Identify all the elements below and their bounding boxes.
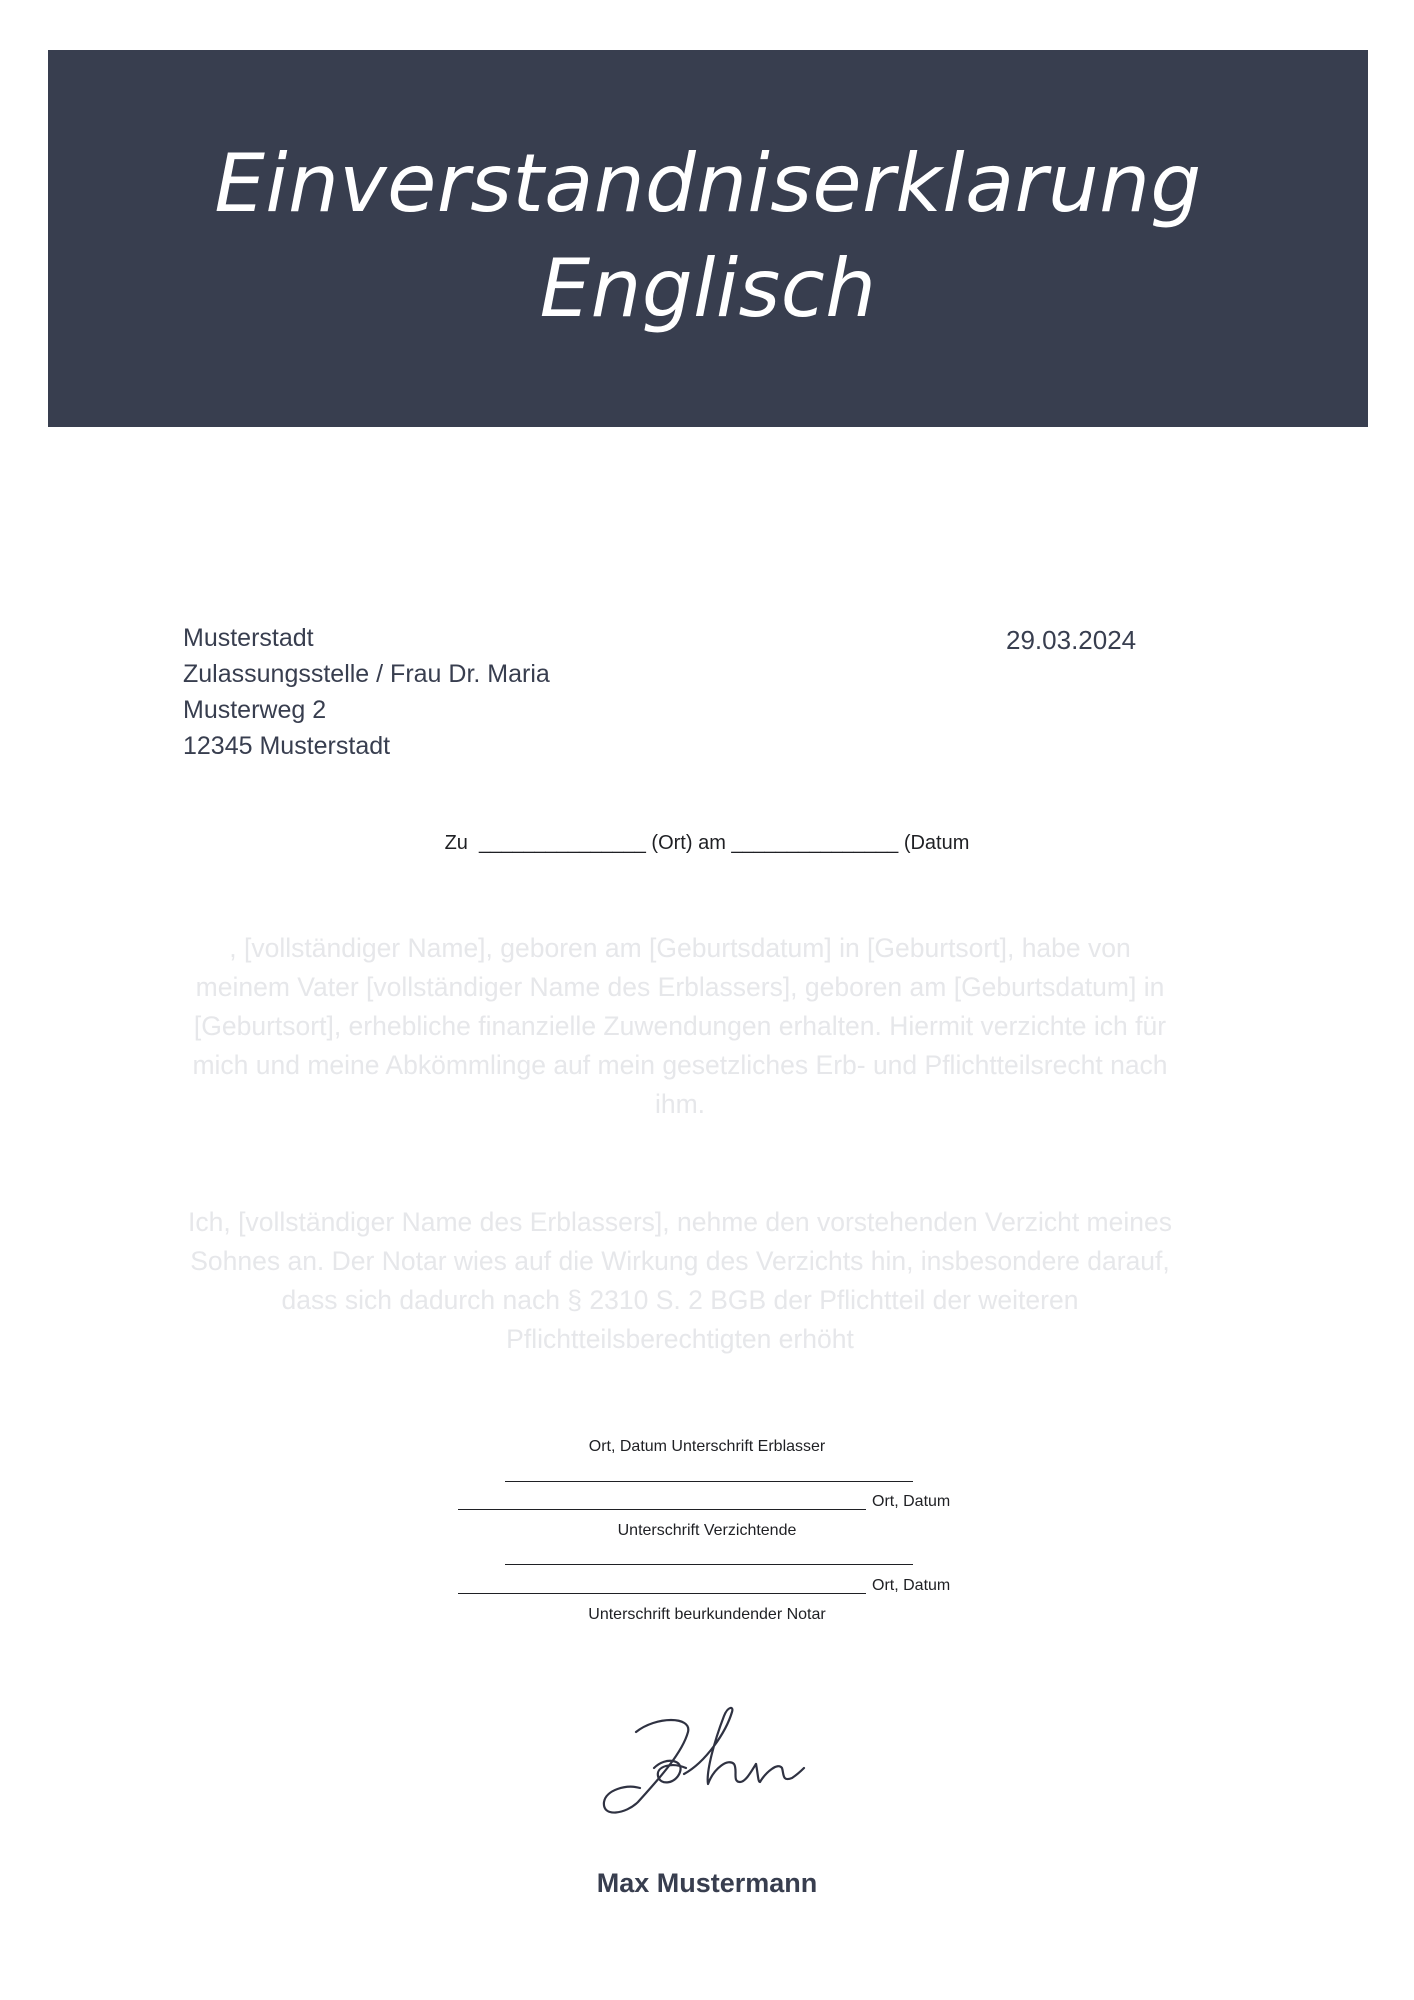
signature-rule — [458, 1593, 866, 1594]
body-paragraph-waiver: , [vollständiger Name], geboren am [Geburtsdatum] in [Geburtsort], habe von meinem Vater [vollständiger Name des Erblassers], geboren am [Geburtsdatum] in [Geburtsort], erhebliche finanzielle Zuwendungen erhalten. Hiermit verzichte ich für mich und meine Abkömmlinge auf mein gesetzliches Erb- und Pflichtteilsrecht nach ihm. — [192, 933, 1168, 1119]
signature-row-2-caption: Unterschrift beurkundender Notar — [588, 1606, 826, 1623]
header-banner — [48, 50, 1368, 427]
signature-rule — [458, 1509, 866, 1510]
place-date-line: Zu _______________ (Ort) am _______________ (Datum — [444, 832, 970, 854]
recipient-city: Musterstadt — [183, 624, 314, 652]
body-paragraph-acceptance: Ich, [vollständiger Name des Erblassers], nehme den vorstehenden Verzicht meines Sohnes an. Der Notar wies auf die Wirkung des Verzichts hin, insbesondere darauf, dass sich dadurch nach § 2310 S. 2 BGB der Pflichtteil der weiteren Pflichtteilsberechtigten erhöht — [188, 1207, 1172, 1354]
signer-name: Max Mustermann — [596, 1868, 818, 1898]
recipient-office: Zulassungsstelle / Frau Dr. Maria — [183, 660, 550, 688]
recipient-street: Musterweg 2 — [183, 696, 327, 724]
signature-graphic — [596, 1702, 806, 1822]
document-title-line-1: Einverstandniserklarung — [214, 136, 1202, 230]
signature-row-1-caption: Unterschrift Verzichtende — [617, 1522, 797, 1539]
signature-rule — [505, 1481, 913, 1482]
document-title — [214, 131, 1201, 341]
signature-row-2-label: Ort, Datum — [872, 1577, 951, 1594]
handwritten-signature — [596, 1702, 806, 1827]
signature-heading: Ort, Datum Unterschrift Erblasser — [588, 1438, 826, 1455]
signature-rule — [505, 1564, 913, 1565]
recipient-address — [183, 620, 550, 764]
recipient-postcode-city: 12345 Musterstadt — [183, 732, 391, 760]
signature-row-1-label: Ort, Datum — [872, 1493, 951, 1510]
document-date: 29.03.2024 — [1006, 625, 1137, 655]
document-title-line-2: Englisch — [539, 241, 877, 335]
